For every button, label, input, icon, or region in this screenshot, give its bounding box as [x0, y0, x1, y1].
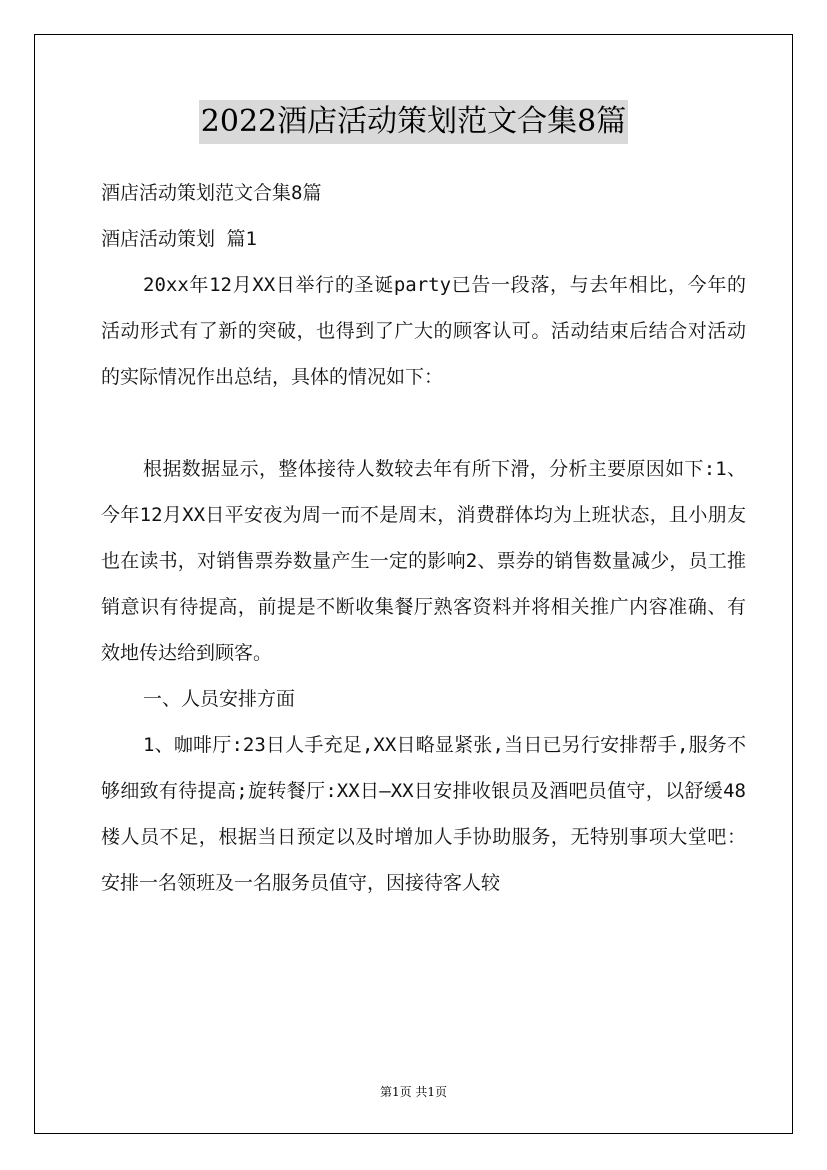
document-title: 2022酒店活动策划范文合集8篇	[199, 100, 628, 144]
page-footer: 第1页 共1页	[379, 1085, 448, 1099]
document-body	[101, 170, 746, 906]
section-heading: 酒店活动策划 篇1	[101, 228, 257, 250]
subsection-heading: 一、人员安排方面	[143, 688, 296, 710]
body-paragraph: 根据数据显示，整体接待人数较去年有所下滑，分析主要原因如下:1、今年12月XX日平安夜为周一而不是周末，消费群体均为上班状态，且小朋友也在读书，对销售票券数量产生一定的影响2、票券的销售数量减少，员工推销意识有待提高，前提是不断收集餐厅熟客资料并将相关推广内容准确、有效地传达给到顾客。	[101, 458, 746, 664]
paragraph-spacer	[101, 400, 746, 446]
body-paragraph: 20xx年12月XX日举行的圣诞party已告一段落，与去年相比，今年的活动形式有了新的突破，也得到了广大的顾客认可。活动结束后结合对活动的实际情况作出总结，具体的情况如下：	[101, 274, 746, 388]
body-paragraph: 1、咖啡厅:23日人手充足,XX日略显紧张,当日已另行安排帮手,服务不够细致有待提高;旋转餐厅:XX日—XX日安排收银员及酒吧员值守，以舒缓48楼人员不足，根据当日预定以及时增加人手协助服务，无特别事项大堂吧：安排一名领班及一名服务员值守，因接待客人较	[101, 734, 746, 894]
title-container	[0, 100, 827, 144]
document-subtitle: 酒店活动策划范文合集8篇	[101, 182, 322, 204]
